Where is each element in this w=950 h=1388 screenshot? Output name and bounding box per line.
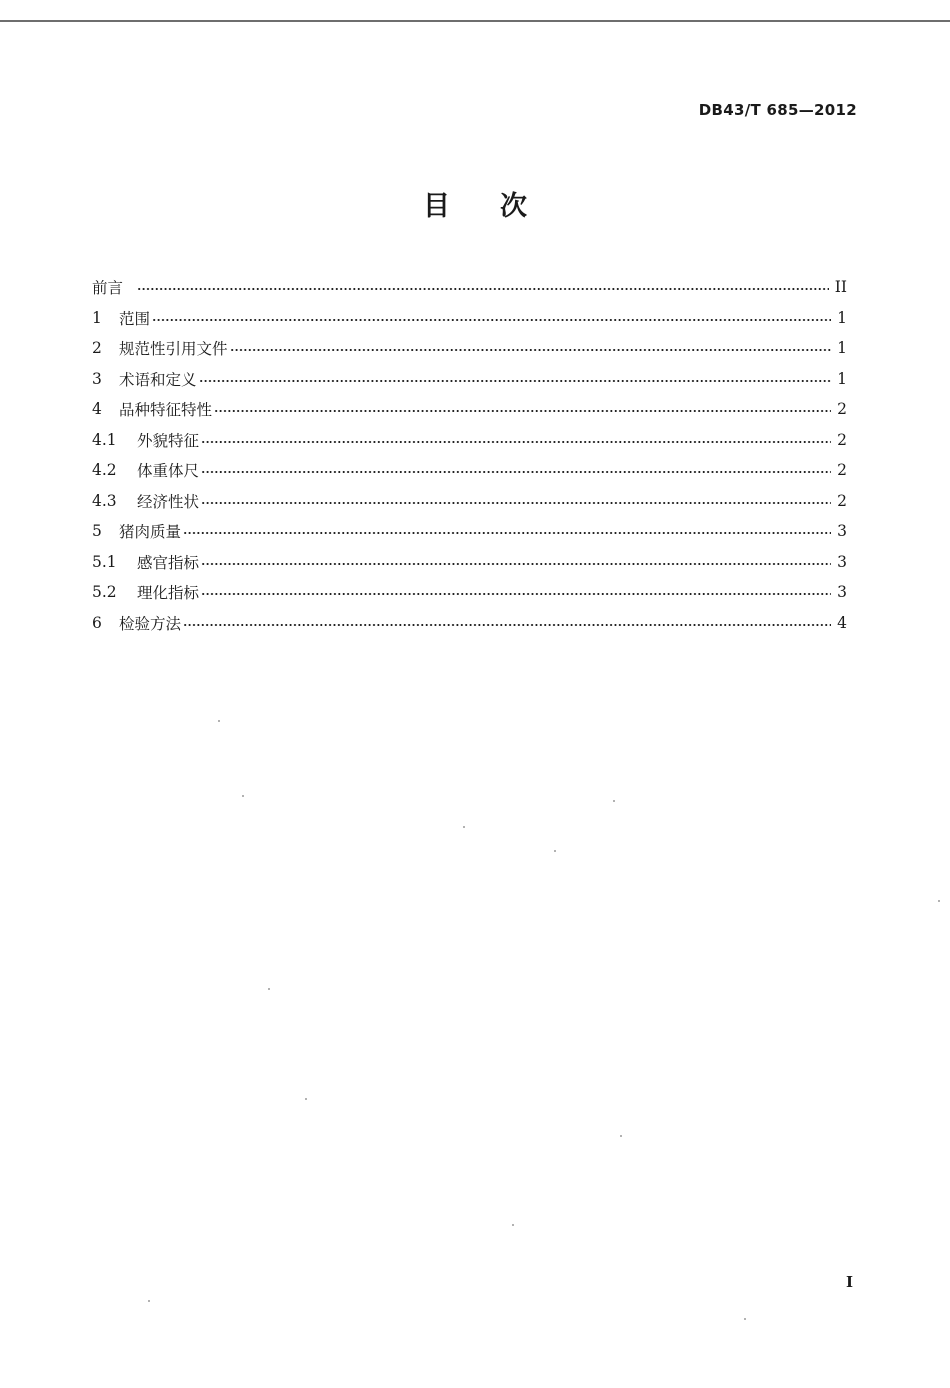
scan-speck [613, 800, 615, 802]
toc-dot-leader [201, 501, 831, 505]
toc-entry[interactable] [92, 608, 847, 639]
scan-speck [938, 900, 940, 902]
toc-entry-page: 1 [837, 369, 847, 388]
toc-entry-number: 4.3 [92, 491, 117, 510]
toc-dot-leader [201, 440, 831, 444]
scan-speck [305, 1098, 307, 1100]
scan-speck [744, 1318, 746, 1320]
toc-entry-number: 5 [92, 522, 102, 541]
toc-entry-page: 3 [837, 552, 847, 571]
toc-dot-leader [183, 531, 831, 535]
toc-entry-page: 3 [837, 583, 847, 602]
toc-entry-number: 5.1 [92, 552, 117, 571]
toc-title-left: 目 [423, 191, 450, 222]
toc-entry-page: 2 [837, 491, 847, 510]
toc-entry-number: 2 [92, 339, 102, 358]
toc-dot-leader [201, 592, 831, 596]
standard-number: DB43/T 685—2012 [698, 101, 857, 119]
toc-dot-leader [214, 409, 831, 413]
toc-entry-label: 外貌特征 [137, 431, 200, 450]
scan-speck [218, 720, 220, 722]
toc-entry-number: 6 [92, 613, 102, 632]
scan-speck [148, 1300, 150, 1302]
toc-dot-leader [201, 562, 831, 566]
toc-dot-leader [201, 470, 831, 474]
toc-entry-label: 猪肉质量 [119, 523, 182, 542]
toc-entry-page: 2 [837, 430, 847, 449]
toc-entry-number: 1 [92, 308, 102, 327]
toc-entry-number: 4.2 [92, 461, 117, 480]
toc-entry[interactable] [92, 425, 847, 456]
toc-entry-label: 检验方法 [119, 614, 182, 633]
toc-entry-label: 体重体尺 [137, 462, 200, 481]
toc-entry-label: 范围 [119, 309, 151, 328]
toc-entry[interactable] [92, 547, 847, 578]
toc-entry-label: 术语和定义 [119, 370, 197, 389]
scan-speck [554, 850, 556, 852]
toc-dot-leader [183, 623, 831, 627]
toc-entry[interactable] [92, 333, 847, 364]
toc-entry-label: 理化指标 [137, 584, 200, 603]
toc-entry[interactable] [92, 516, 847, 547]
toc-entry-page: 1 [837, 339, 847, 358]
scan-speck [620, 1135, 622, 1137]
toc-entry-page: 2 [837, 461, 847, 480]
toc-title [0, 184, 950, 223]
toc-entry-page: 1 [837, 308, 847, 327]
toc-entry-label: 感官指标 [137, 553, 200, 572]
scan-speck [512, 1224, 514, 1226]
toc-entry-number: 4.1 [92, 430, 117, 449]
toc-entry-number: 4 [92, 400, 102, 419]
toc-dot-leader [199, 379, 832, 383]
toc-entry-page: 2 [837, 400, 847, 419]
toc-entry[interactable] [92, 394, 847, 425]
scan-speck [242, 795, 244, 797]
scan-speck [463, 826, 465, 828]
toc-title-right: 次 [500, 191, 527, 222]
toc-dot-leader [152, 318, 831, 322]
toc-entry[interactable] [92, 455, 847, 486]
toc-entry-page: 3 [837, 522, 847, 541]
toc-dot-leader [230, 348, 832, 352]
toc-entry-page: II [834, 278, 847, 297]
toc-entry[interactable] [92, 303, 847, 334]
toc-dot-leader [137, 287, 829, 291]
toc-entry[interactable] [92, 486, 847, 517]
toc-entry-number: 3 [92, 369, 102, 388]
toc-entry-label: 规范性引用文件 [119, 340, 228, 359]
toc-entry-label: 品种特征特性 [119, 401, 213, 420]
toc-entry-page: 4 [837, 613, 847, 632]
toc-entry-label: 前言 [92, 279, 124, 298]
page-number: I [845, 1273, 853, 1291]
toc-entry-label: 经济性状 [137, 492, 200, 511]
scan-speck [268, 988, 270, 990]
toc-entry-number: 5.2 [92, 583, 117, 602]
table-of-contents [92, 272, 847, 638]
toc-entry[interactable] [92, 364, 847, 395]
toc-entry[interactable] [92, 577, 847, 608]
toc-entry[interactable] [92, 272, 847, 303]
top-rule [0, 20, 950, 22]
